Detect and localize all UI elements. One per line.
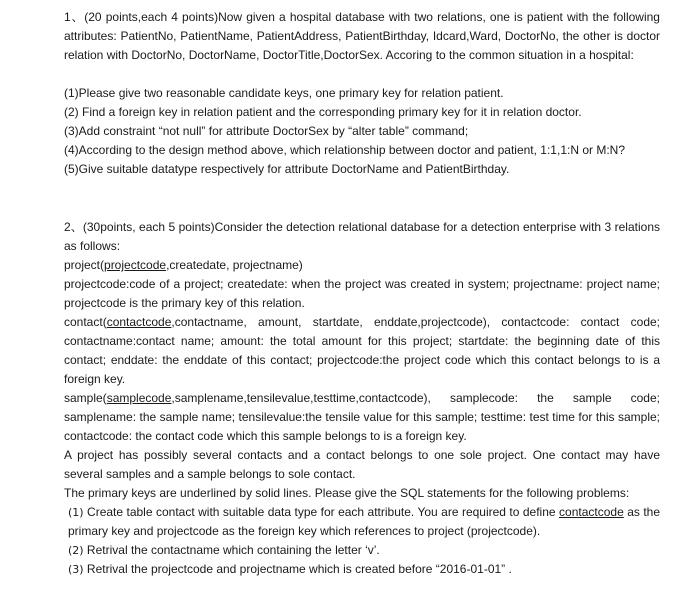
problem-3-text: Retrival the projectcode and projectname which is created before “2016-01-01” . [83,562,512,576]
project-relation-schema [64,256,660,275]
problem-2 [64,541,660,560]
project-schema-suffix: ,createdate, projectname) [166,258,303,272]
problem-3-number: (3) [68,563,84,576]
document-page [64,0,660,579]
problem-1-text-end: as the primary key and projectcode as the foreign key which references to project (projectcode). [68,505,660,538]
question-2 [64,218,660,579]
sample-schema-suffix: ,samplename,tensilevalue,testtime,contactcode), [171,391,431,405]
question-1-item: (1)Please give two reasonable candidate keys, one primary key for relation patient. [64,86,504,100]
problem-1-number: (1) [68,506,84,519]
page-bottom-crop [0,610,700,616]
problem-1-text-start: Create table contact with suitable data type for each attribute. You are required to define [83,505,560,519]
contact-schema-suffix: ,contactname, amount, startdate, enddate,projectcode), [171,315,491,329]
problem-2-text: Retrival the contactname which containing the letter ‘v’. [83,543,380,557]
contact-primary-key: contactcode [106,315,172,329]
question-1-list [64,84,660,179]
question-1-intro: 1、(20 points,each 4 points)Now given a hospital database with two relations, one is patient with the following attributes: PatientNo, PatientName, PatientAddress, PatientBirthday, Idcard,Ward, DoctorNo, the other is doctor relation with DoctorNo, DoctorName, DoctorTitle,DoctorSex. Accoring to the common situation in a hospital: [64,10,660,62]
contact-relation [64,313,660,389]
question-2-intro: 2、(30points, each 5 points)Consider the detection relational database for a detection enterprise with 3 relations as follows: [64,220,660,253]
question-1-item: (4)According to the design method above, which relationship between doctor and patient, 1:1,1:N or M:N? [64,143,625,157]
sample-primary-key: samplecode [106,391,172,405]
question-1 [64,8,660,179]
sample-schema-prefix: sample( [64,391,107,405]
sample-relation [64,389,660,446]
problem-3 [64,560,660,579]
question-1-item: (3)Add constraint “not null” for attribute DoctorSex by “alter table” command; [64,124,469,138]
question-1-item: (5)Give suitable datatype respectively for attribute DoctorName and PatientBirthday. [64,162,510,176]
problem-1-primary-key: contactcode [559,505,624,519]
contact-schema-prefix: contact( [64,315,107,329]
sample-relation-description: samplecode: the sample code; samplename: the sample name; tensilevalue:the tensile value for this sample; testtime: test time for this sample; contactcode: the contact code which this sample belongs to is a foreign key. [64,391,660,443]
primary-keys-note: The primary keys are underlined by solid lines. Please give the SQL statements for the following problems: [64,486,630,500]
relationship-note: A project has possibly several contacts and a contact belongs to one sole project. One contact may have several samples and a sample belongs to sole contact. [64,448,660,481]
project-primary-key: projectcode [104,258,167,272]
question-1-item: (2) Find a foreign key in relation patient and the corresponding primary key for it in relation doctor. [64,105,582,119]
problem-2-number: (2) [68,544,84,557]
problem-1 [64,503,660,541]
project-relation-description: projectcode:code of a project; createdate: when the project was created in system; projectname: project name; projectcode is the primary key of this relation. [64,277,660,310]
contact-relation-description: contactcode: contact code; contactname:contact name; amount: the total amount for this project; startdate: the beginning date of this contact; enddate: the enddate of this contact; projectcode:the project code which this contact belongs to is a foreign key. [64,315,660,386]
project-schema-prefix: project( [64,258,105,272]
